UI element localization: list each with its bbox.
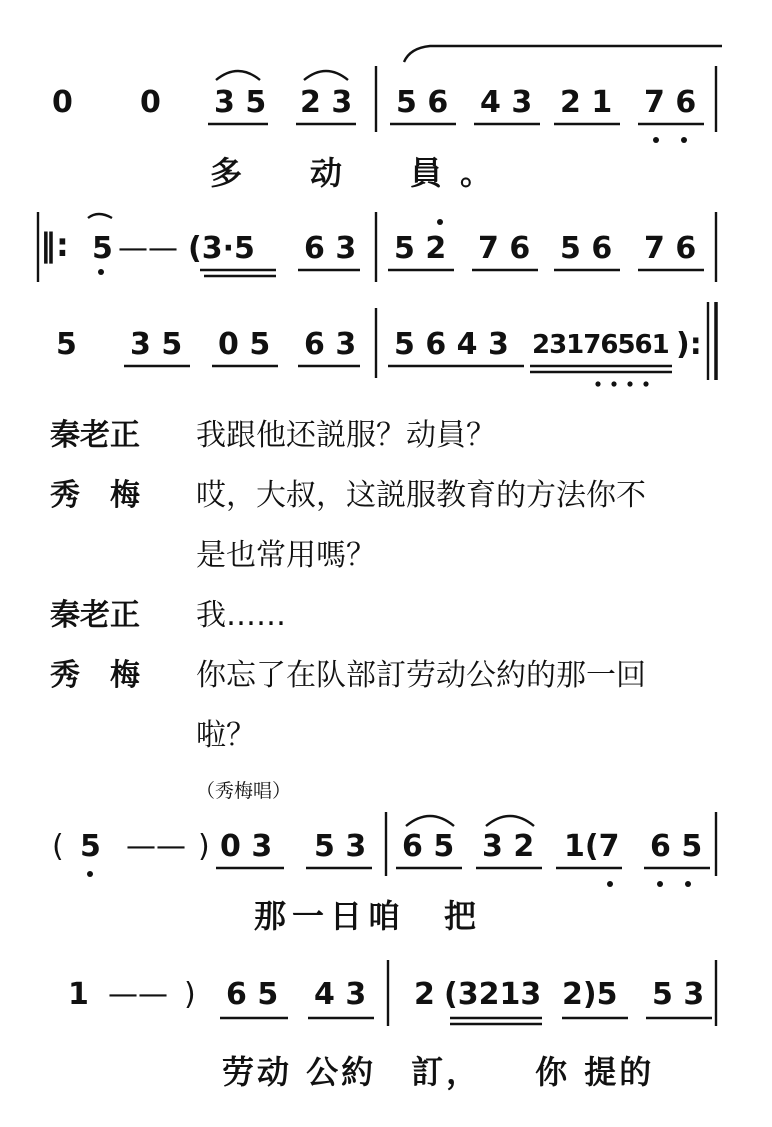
octave-dot	[437, 219, 443, 225]
octave-dot	[98, 269, 104, 275]
note-group: 2	[414, 977, 435, 1012]
note-group: 5	[80, 829, 101, 864]
speaker-name: 秀 梅	[50, 658, 140, 693]
octave-dot	[87, 871, 93, 877]
dash-group: ——	[108, 977, 168, 1012]
octave-dot	[607, 881, 613, 887]
speaker-name: 秀 梅	[50, 478, 140, 513]
note-group: (3213	[444, 977, 542, 1012]
dialogue-line: 我跟他还説服？动員？	[196, 418, 496, 453]
note-group: 0	[52, 85, 73, 120]
note-group: 2 1	[560, 85, 613, 120]
dialogue-line: 啦？	[196, 718, 256, 753]
note-group: ):	[676, 327, 702, 362]
note-group: 23176561	[532, 330, 669, 360]
note-group: 2 3	[300, 85, 353, 120]
note-group: (3·5	[188, 231, 255, 266]
note-group: 5	[56, 327, 77, 362]
lyrics-row-4: 那一日咱 把	[254, 897, 483, 935]
note-group: 6 5	[226, 977, 279, 1012]
dialogue-line: 我……	[196, 598, 286, 633]
paren: )	[184, 977, 196, 1012]
note-group: 0 3	[220, 829, 273, 864]
octave-dot	[653, 137, 659, 143]
repeat-start-sign: ‖:	[40, 226, 69, 264]
note-group: 0 5	[218, 327, 271, 362]
note-group: 5 6	[560, 231, 613, 266]
octave-dot	[627, 381, 632, 386]
tie-arc	[486, 816, 534, 826]
note-group: 5 6 4 3	[394, 327, 509, 362]
note-group: 5	[92, 231, 113, 266]
note-group: 1(7	[564, 829, 620, 864]
note-group: 6 3	[304, 231, 357, 266]
paren: (	[52, 829, 64, 864]
paren: )	[198, 829, 210, 864]
dialogue-line: 你忘了在队部訂劳动公約的那一回	[196, 658, 646, 693]
note-group: 5 3	[314, 829, 367, 864]
note-group: 5 6	[396, 85, 449, 120]
note-group: 3 5	[130, 327, 183, 362]
tie-arc	[216, 71, 260, 80]
note-group: 0	[140, 85, 161, 120]
octave-dot	[685, 881, 691, 887]
note-group: 2)5	[562, 977, 618, 1012]
octave-dot	[681, 137, 687, 143]
note-group: 5 2	[394, 231, 447, 266]
note-group: 4 3	[480, 85, 533, 120]
dash-group: ——	[126, 829, 186, 864]
slur-arc	[88, 214, 112, 218]
octave-dot	[657, 881, 663, 887]
note-group: 7 6	[644, 231, 697, 266]
octave-dot	[643, 381, 648, 386]
note-group: 7 6	[478, 231, 531, 266]
tie-arc	[304, 71, 348, 80]
note-group: 3 2	[482, 829, 535, 864]
lyrics-row-1: 多 动 員。	[210, 154, 511, 192]
note-group: 6 5	[402, 829, 455, 864]
note-group: 7 6	[644, 85, 697, 120]
dialogue-line: 是也常用嗎？	[196, 538, 376, 573]
octave-dot	[611, 381, 616, 386]
dialogue-line: 哎，大叔，这説服教育的方法你不	[196, 478, 646, 513]
speaker-name: 秦老正	[50, 598, 140, 633]
note-group: 6 3	[304, 327, 357, 362]
tie-arc	[406, 816, 454, 826]
note-group: 3 5	[214, 85, 267, 120]
singer-note: （秀梅唱）	[196, 780, 292, 802]
speaker-name: 秦老正	[50, 418, 140, 453]
note-group: 5 3	[652, 977, 705, 1012]
note-group: 6 5	[650, 829, 703, 864]
slur-arc	[404, 46, 722, 62]
lyrics-row-5: 劳动 公約 訂， 你 提的	[222, 1053, 655, 1091]
note-group: 4 3	[314, 977, 367, 1012]
dash-group: ——	[118, 231, 178, 266]
octave-dot	[595, 381, 600, 386]
note-group: 1	[68, 977, 89, 1012]
